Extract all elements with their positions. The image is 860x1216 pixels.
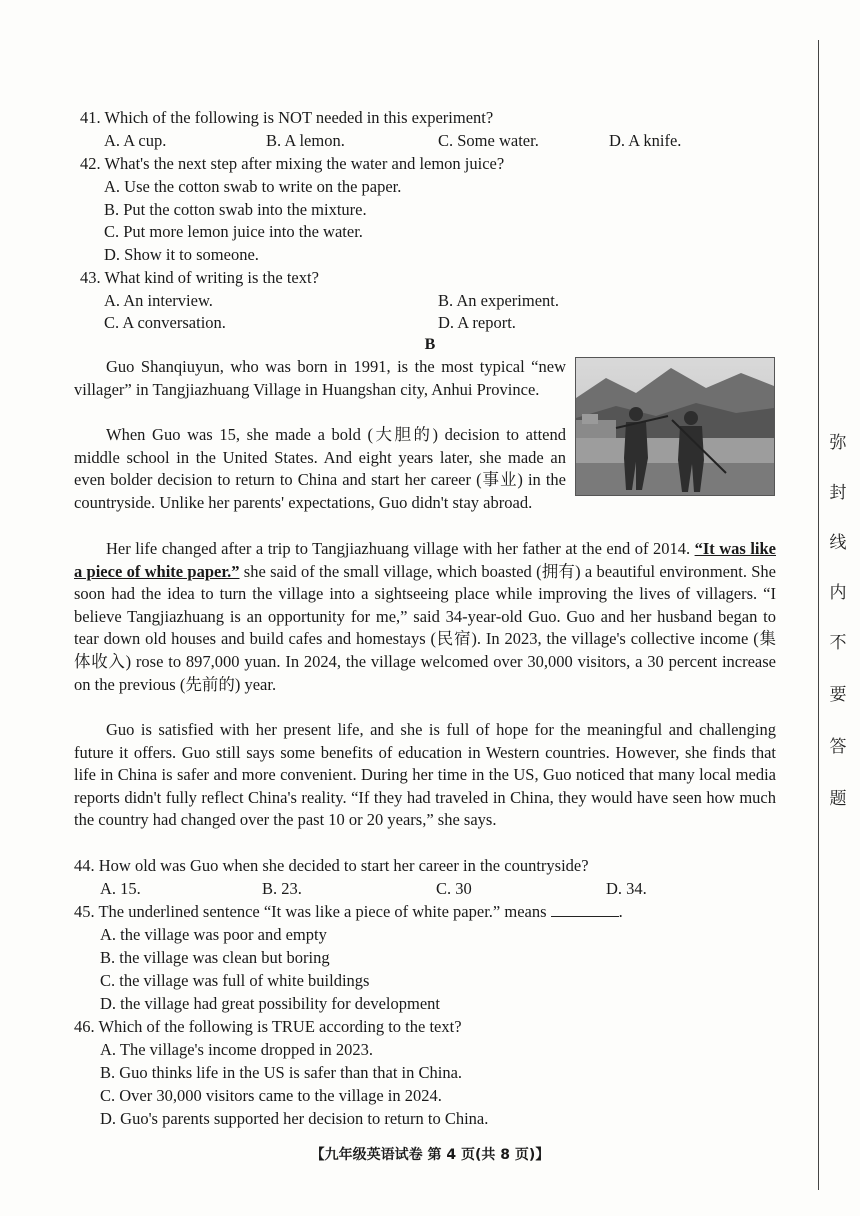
village-photo	[575, 357, 775, 496]
q43-option-d: D. A report.	[438, 313, 516, 332]
question-43-stem: 43. What kind of writing is the text?	[80, 268, 319, 287]
question-42-stem: 42. What's the next step after mixing the water and lemon juice?	[80, 154, 505, 173]
question-44-stem: 44. How old was Guo when she decided to start her career in the countryside?	[74, 856, 589, 875]
q46-option-b: B. Guo thinks life in the US is safer than that in China.	[100, 1063, 463, 1082]
q44-option-c: C. 30	[436, 879, 472, 898]
question-41-stem: 41. Which of the following is NOT needed in this experiment?	[80, 108, 494, 127]
passage-paragraph-4: Guo is satisfied with her present life, and she is full of hope for the meaningful and challenging future it offers. Guo still says some benefits of education in Western countries. However, she finds that life in China is safer and more convenient. During her time in the US, Guo noticed that many local media reports didn't fully reflect China's reality. “If they had traveled in China, they would have seen how much the country had changed over the past 10 or 20 years,” she says.	[74, 720, 776, 830]
side-char: 题	[829, 789, 847, 809]
q46-option-a: A. The village's income dropped in 2023.	[100, 1040, 374, 1059]
village-photo-illustration	[576, 358, 774, 495]
side-char: 封	[829, 483, 847, 503]
q41-option-b: B. A lemon.	[266, 131, 345, 150]
side-char: 线	[829, 533, 847, 553]
page-footer: 【九年级英语试卷 第 4 页(共 8 页)】	[310, 1147, 550, 1163]
q41-option-a: A. A cup.	[104, 131, 167, 150]
q42-option-b: B. Put the cotton swab into the mixture.	[104, 200, 367, 219]
q46-option-c: C. Over 30,000 visitors came to the village in 2024.	[100, 1086, 442, 1105]
q45-option-a: A. the village was poor and empty	[100, 925, 327, 944]
question-45-stem: 45. The underlined sentence “It was like a piece of white paper.” means .	[74, 902, 623, 921]
q45-option-c: C. the village was full of white buildings	[100, 971, 370, 990]
binding-line	[818, 40, 819, 1190]
side-char: 内	[829, 583, 847, 603]
passage-paragraph-2: When Guo was 15, she made a bold (大胆的) decision to attend middle school in the United States. And eight years later, she made an even bolder decision to return to China and start her career (事业) in the countryside. Unlike her parents' expectations, Guo didn't stay abroad.	[74, 425, 566, 512]
side-char: 不	[829, 633, 847, 653]
p3-opening: Her life changed after a trip to Tangjiazhuang village with her father at the end of 2014.	[106, 539, 691, 558]
passage-paragraph-1: Guo Shanqiuyun, who was born in 1991, is the most typical “new villager” in Tangjiazhuang Village in Huangshan city, Anhui Province.	[74, 357, 566, 399]
q44-option-d: D. 34.	[606, 879, 647, 898]
q43-option-a: A. An interview.	[104, 291, 213, 310]
q45-option-b: B. the village was clean but boring	[100, 948, 330, 967]
q44-option-b: B. 23.	[262, 879, 302, 898]
q41-option-d: D. A knife.	[609, 131, 682, 150]
underlined-sentence: “It was like a piece of white paper.”	[74, 539, 776, 581]
q42-option-d: D. Show it to someone.	[104, 245, 259, 264]
q43-option-c: C. A conversation.	[104, 313, 226, 332]
passage-paragraph-3	[74, 538, 776, 696]
side-char: 弥	[829, 433, 847, 453]
question-46-stem: 46. Which of the following is TRUE according to the text?	[74, 1017, 462, 1036]
q44-option-a: A. 15.	[100, 879, 141, 898]
q42-option-a: A. Use the cotton swab to write on the paper.	[104, 177, 402, 196]
side-char: 答	[829, 737, 847, 757]
q41-option-c: C. Some water.	[438, 131, 539, 150]
p3-body: she said of the small village, which boasted (拥有) a beautiful environment. She soon had the idea to turn the village into a sightseeing place while improving the lives of villagers. “I believe Tangjiazhuang is an opportunity for me,” said 34-year-old Guo. Guo and her husband began to tear down old houses and build cafes and homestays (民宿). In 2023, the village's collective income (集体收入) rose to 897,000 yuan. In 2024, the village welcomed over 30,000 visitors, a 30 percent increase on the previous (先前的) year.	[74, 561, 776, 694]
section-label: B	[424, 336, 436, 353]
side-char: 要	[829, 685, 847, 705]
answer-blank	[551, 902, 619, 917]
q45-text: 45. The underlined sentence “It was like a piece of white paper.” means	[74, 902, 547, 921]
q42-option-c: C. Put more lemon juice into the water.	[104, 222, 363, 241]
q43-option-b: B. An experiment.	[438, 291, 559, 310]
q46-option-d: D. Guo's parents supported her decision to return to China.	[100, 1109, 489, 1128]
q45-option-d: D. the village had great possibility for development	[100, 994, 440, 1013]
